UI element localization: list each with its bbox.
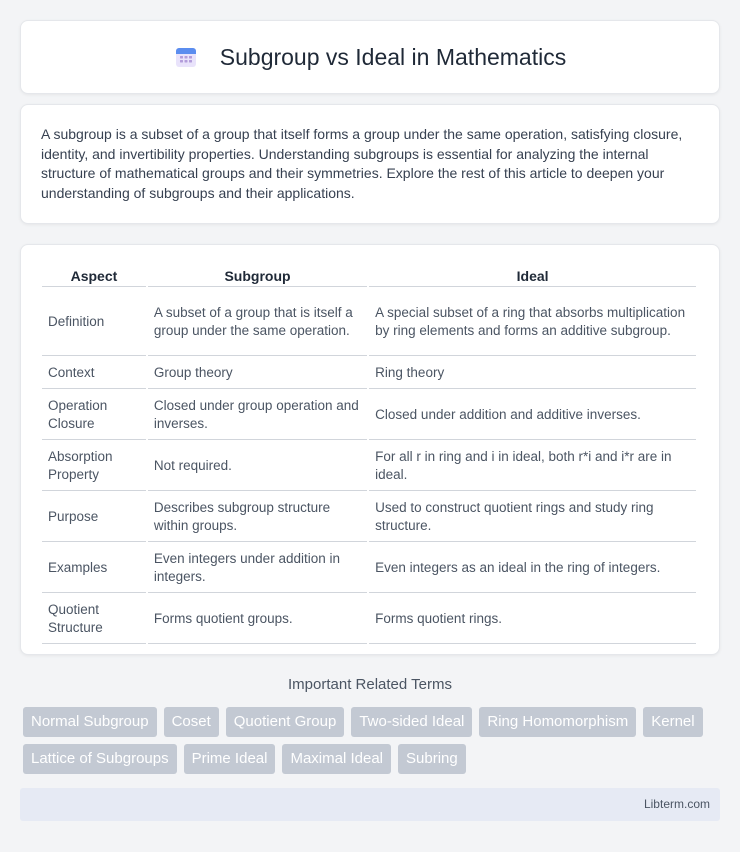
- subgroup-cell: A subset of a group that is itself a group under the same operation.: [148, 289, 367, 356]
- tag-quotient-group[interactable]: Quotient Group: [226, 707, 345, 737]
- calendar-icon: [174, 45, 198, 69]
- aspect-cell: Purpose: [42, 493, 146, 542]
- footer-site-link[interactable]: Libterm.com: [643, 797, 710, 811]
- subgroup-cell: Not required.: [148, 442, 367, 491]
- ideal-cell: A special subset of a ring that absorbs multiplication by ring elements and forms an additive subgroup.: [369, 289, 696, 356]
- subgroup-cell: Closed under group operation and inverses.: [148, 391, 367, 440]
- aspect-cell: Absorption Property: [42, 442, 146, 491]
- table-row: [42, 391, 696, 440]
- subgroup-cell: Even integers under addition in integers.: [148, 544, 367, 593]
- aspect-cell: Operation Closure: [42, 391, 146, 440]
- tag-normal-subgroup[interactable]: Normal Subgroup: [23, 707, 157, 737]
- subgroup-cell: Forms quotient groups.: [148, 595, 367, 644]
- table-row: [42, 544, 696, 593]
- table-row: [42, 442, 696, 491]
- intro-text: A subgroup is a subset of a group that itself forms a group under the same operation, satisfying closure, identity, and invertibility properties. Understanding subgroups is essential for analyzing the internal structure of mathematical groups and their symmetries. Explore the rest of this article to deepen your understanding of subgroups and their applications.: [41, 126, 683, 201]
- tag-ring-homomorphism[interactable]: Ring Homomorphism: [479, 707, 636, 737]
- tag-lattice-of-subgroups[interactable]: Lattice of Subgroups: [23, 744, 177, 774]
- aspect-cell: Quotient Structure: [42, 595, 146, 644]
- page-title: Subgroup vs Ideal in Mathematics: [219, 43, 567, 70]
- comparison-table: [40, 263, 698, 646]
- table-row: [42, 595, 696, 644]
- ideal-cell: Used to construct quotient rings and study ring structure.: [369, 493, 696, 542]
- intro-card: [20, 104, 720, 224]
- related-terms-title: Important Related Terms: [288, 676, 452, 693]
- tag-maximal-ideal[interactable]: Maximal Ideal: [282, 744, 391, 774]
- aspect-cell: Examples: [42, 544, 146, 593]
- title-card: [20, 20, 720, 94]
- tag-two-sided-ideal[interactable]: Two-sided Ideal: [351, 707, 472, 737]
- table-row: [42, 358, 696, 389]
- tag-prime-ideal[interactable]: Prime Ideal: [184, 744, 276, 774]
- tag-subring[interactable]: Subring: [398, 744, 466, 774]
- table-row: [42, 289, 696, 356]
- related-terms-list: [23, 707, 723, 781]
- ideal-cell: Closed under addition and additive inverses.: [369, 391, 696, 440]
- header-ideal: Ideal: [369, 265, 696, 287]
- ideal-cell: Ring theory: [369, 358, 696, 389]
- ideal-cell: Forms quotient rings.: [369, 595, 696, 644]
- header-aspect: Aspect: [42, 265, 146, 287]
- tag-coset[interactable]: Coset: [164, 707, 219, 737]
- table-header-row: [42, 265, 696, 287]
- aspect-cell: Definition: [42, 289, 146, 356]
- tag-kernel[interactable]: Kernel: [643, 707, 702, 737]
- subgroup-cell: Group theory: [148, 358, 367, 389]
- footer: [20, 788, 720, 821]
- header-subgroup: Subgroup: [148, 265, 367, 287]
- subgroup-cell: Describes subgroup structure within groups.: [148, 493, 367, 542]
- comparison-card: [20, 244, 720, 655]
- table-row: [42, 493, 696, 542]
- aspect-cell: Context: [42, 358, 146, 389]
- ideal-cell: Even integers as an ideal in the ring of integers.: [369, 544, 696, 593]
- ideal-cell: For all r in ring and i in ideal, both r*i and i*r are in ideal.: [369, 442, 696, 491]
